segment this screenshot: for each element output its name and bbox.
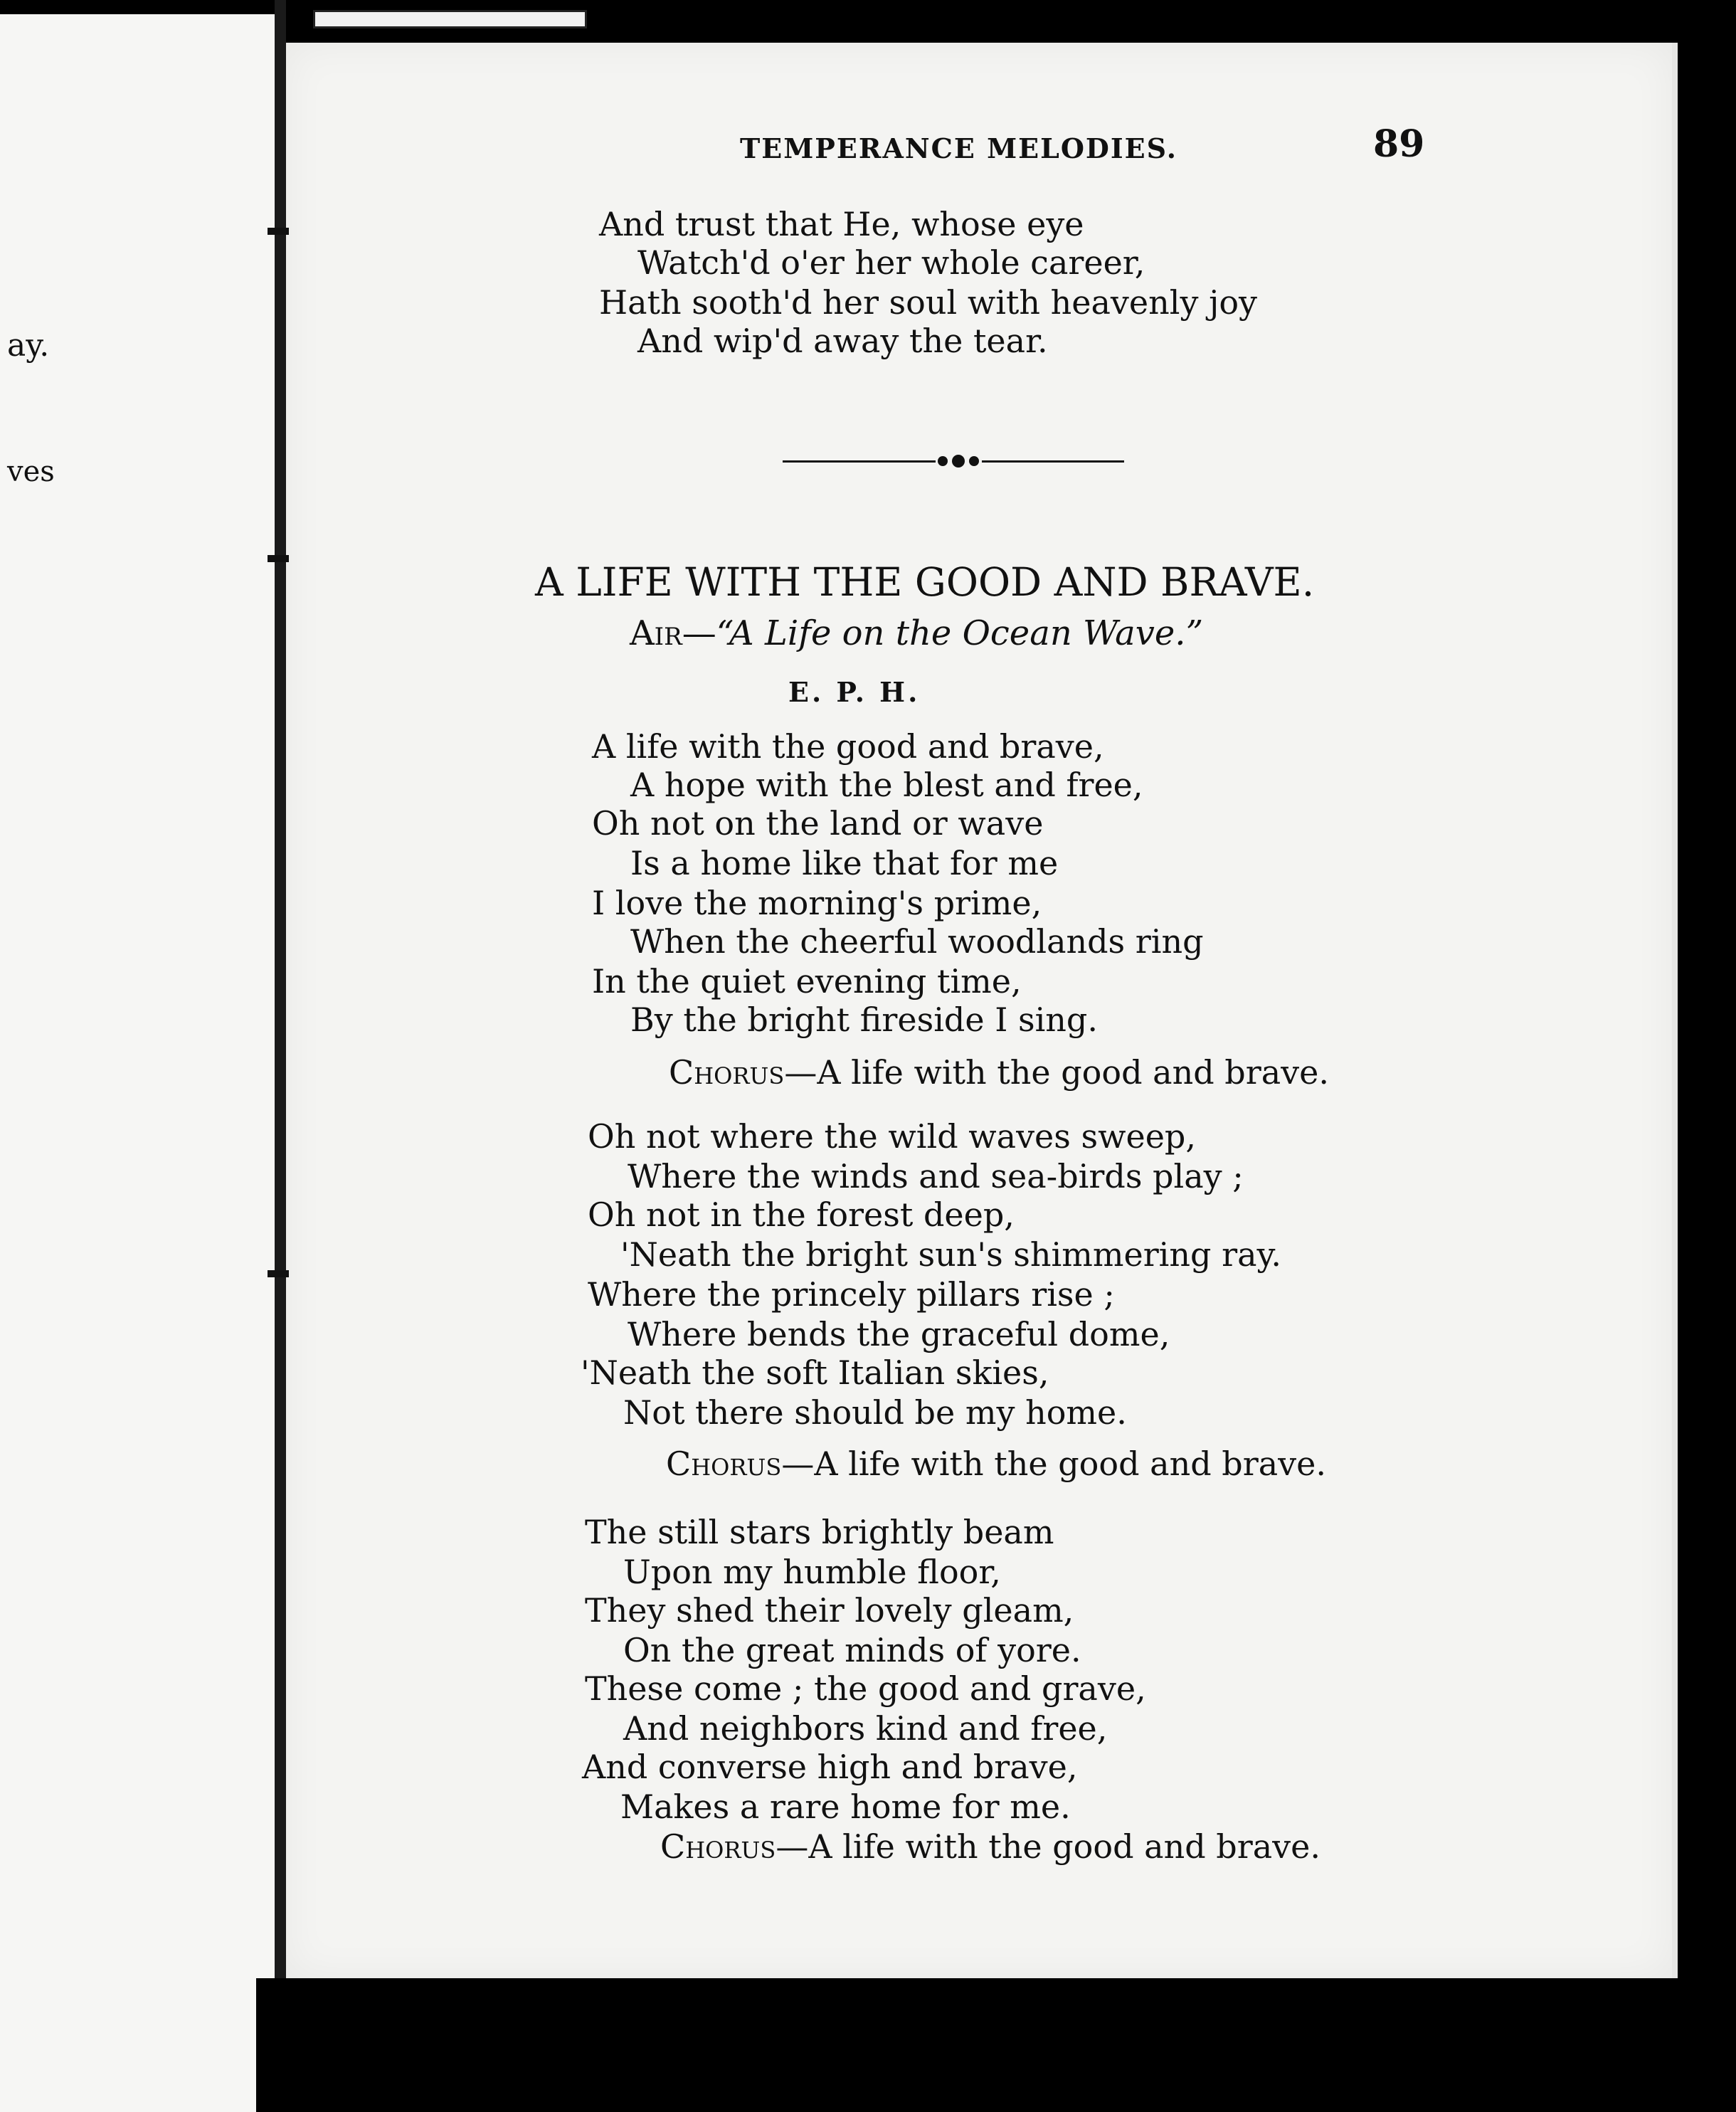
chorus-text: —A life with the good and brave. [776,1827,1320,1866]
gutter-mark [268,1270,289,1277]
chorus-label: Chorus [660,1827,776,1866]
verse-line: Not there should be my home. [623,1393,1127,1432]
verse-line: Where the princely pillars rise ; [588,1275,1115,1314]
book-gutter [275,0,286,2112]
verse-line: Oh not on the land or wave [592,804,1044,843]
gutter-mark [268,555,289,562]
air-label: Air— [630,613,716,653]
chorus-label: Chorus [666,1445,782,1483]
verse-line: Upon my humble floor, [623,1553,1001,1591]
verse-line: Makes a rare home for me. [620,1788,1071,1826]
chorus-line [669,1053,1329,1092]
verse-line: And converse high and brave, [582,1748,1078,1786]
verse-line: Where the winds and sea-birds play ; [628,1157,1244,1195]
verse-line: 'Neath the soft Italian skies, [581,1353,1049,1392]
verse-line: These come ; the good and grave, [585,1669,1146,1708]
chorus-text: —A life with the good and brave. [784,1053,1329,1092]
verse-line: Oh not in the forest deep, [588,1195,1015,1234]
verse-line: On the great minds of yore. [623,1631,1081,1669]
verse-line: And neighbors kind and free, [623,1709,1108,1748]
air-name: “A Life on the Ocean Wave.” [716,613,1204,653]
verse-line: Oh not where the wild waves sweep, [588,1117,1196,1156]
verse-line: When the cheerful woodlands ring [630,922,1204,961]
verse-line: 'Neath the bright sun's shimmering ray. [620,1235,1282,1274]
verse-line: Hath sooth'd her soul with heavenly joy [599,283,1258,322]
verse-line: And trust that He, whose eye [599,205,1084,243]
section-ornament [783,454,1124,468]
verse-line: By the bright fireside I sing. [630,1000,1099,1039]
gutter-mark [268,228,289,235]
verse-line: Where bends the graceful dome, [628,1315,1170,1353]
chorus-line [666,1445,1326,1483]
left-page-fragment [0,14,281,2112]
author-initials: E. P. H. [788,676,921,708]
verse-line: And wip'd away the tear. [637,322,1048,360]
verse-line: Is a home like that for me [630,844,1059,882]
scan-clip [313,10,587,28]
chorus-text: —A life with the good and brave. [781,1445,1326,1483]
air-line [630,613,1203,653]
running-head: TEMPERANCE MELODIES. [740,132,1177,164]
page-number: 89 [1373,122,1425,166]
verse-line: I love the morning's prime, [592,884,1042,922]
scan-background [256,1978,1672,2112]
song-title: A LIFE WITH THE GOOD AND BRAVE. [535,559,1315,605]
verse-line: In the quiet evening time, [592,962,1022,1000]
verse-line: A hope with the blest and free, [630,766,1143,804]
chorus-line [660,1827,1320,1866]
verse-line: The still stars brightly beam [585,1513,1054,1551]
left-page-text: ves [7,455,55,488]
chorus-label: Chorus [669,1053,785,1092]
left-page-text: ay. [7,327,50,364]
verse-line: Watch'd o'er her whole career, [637,243,1145,282]
verse-line: A life with the good and brave, [592,727,1104,766]
verse-line: They shed their lovely gleam, [585,1591,1074,1630]
